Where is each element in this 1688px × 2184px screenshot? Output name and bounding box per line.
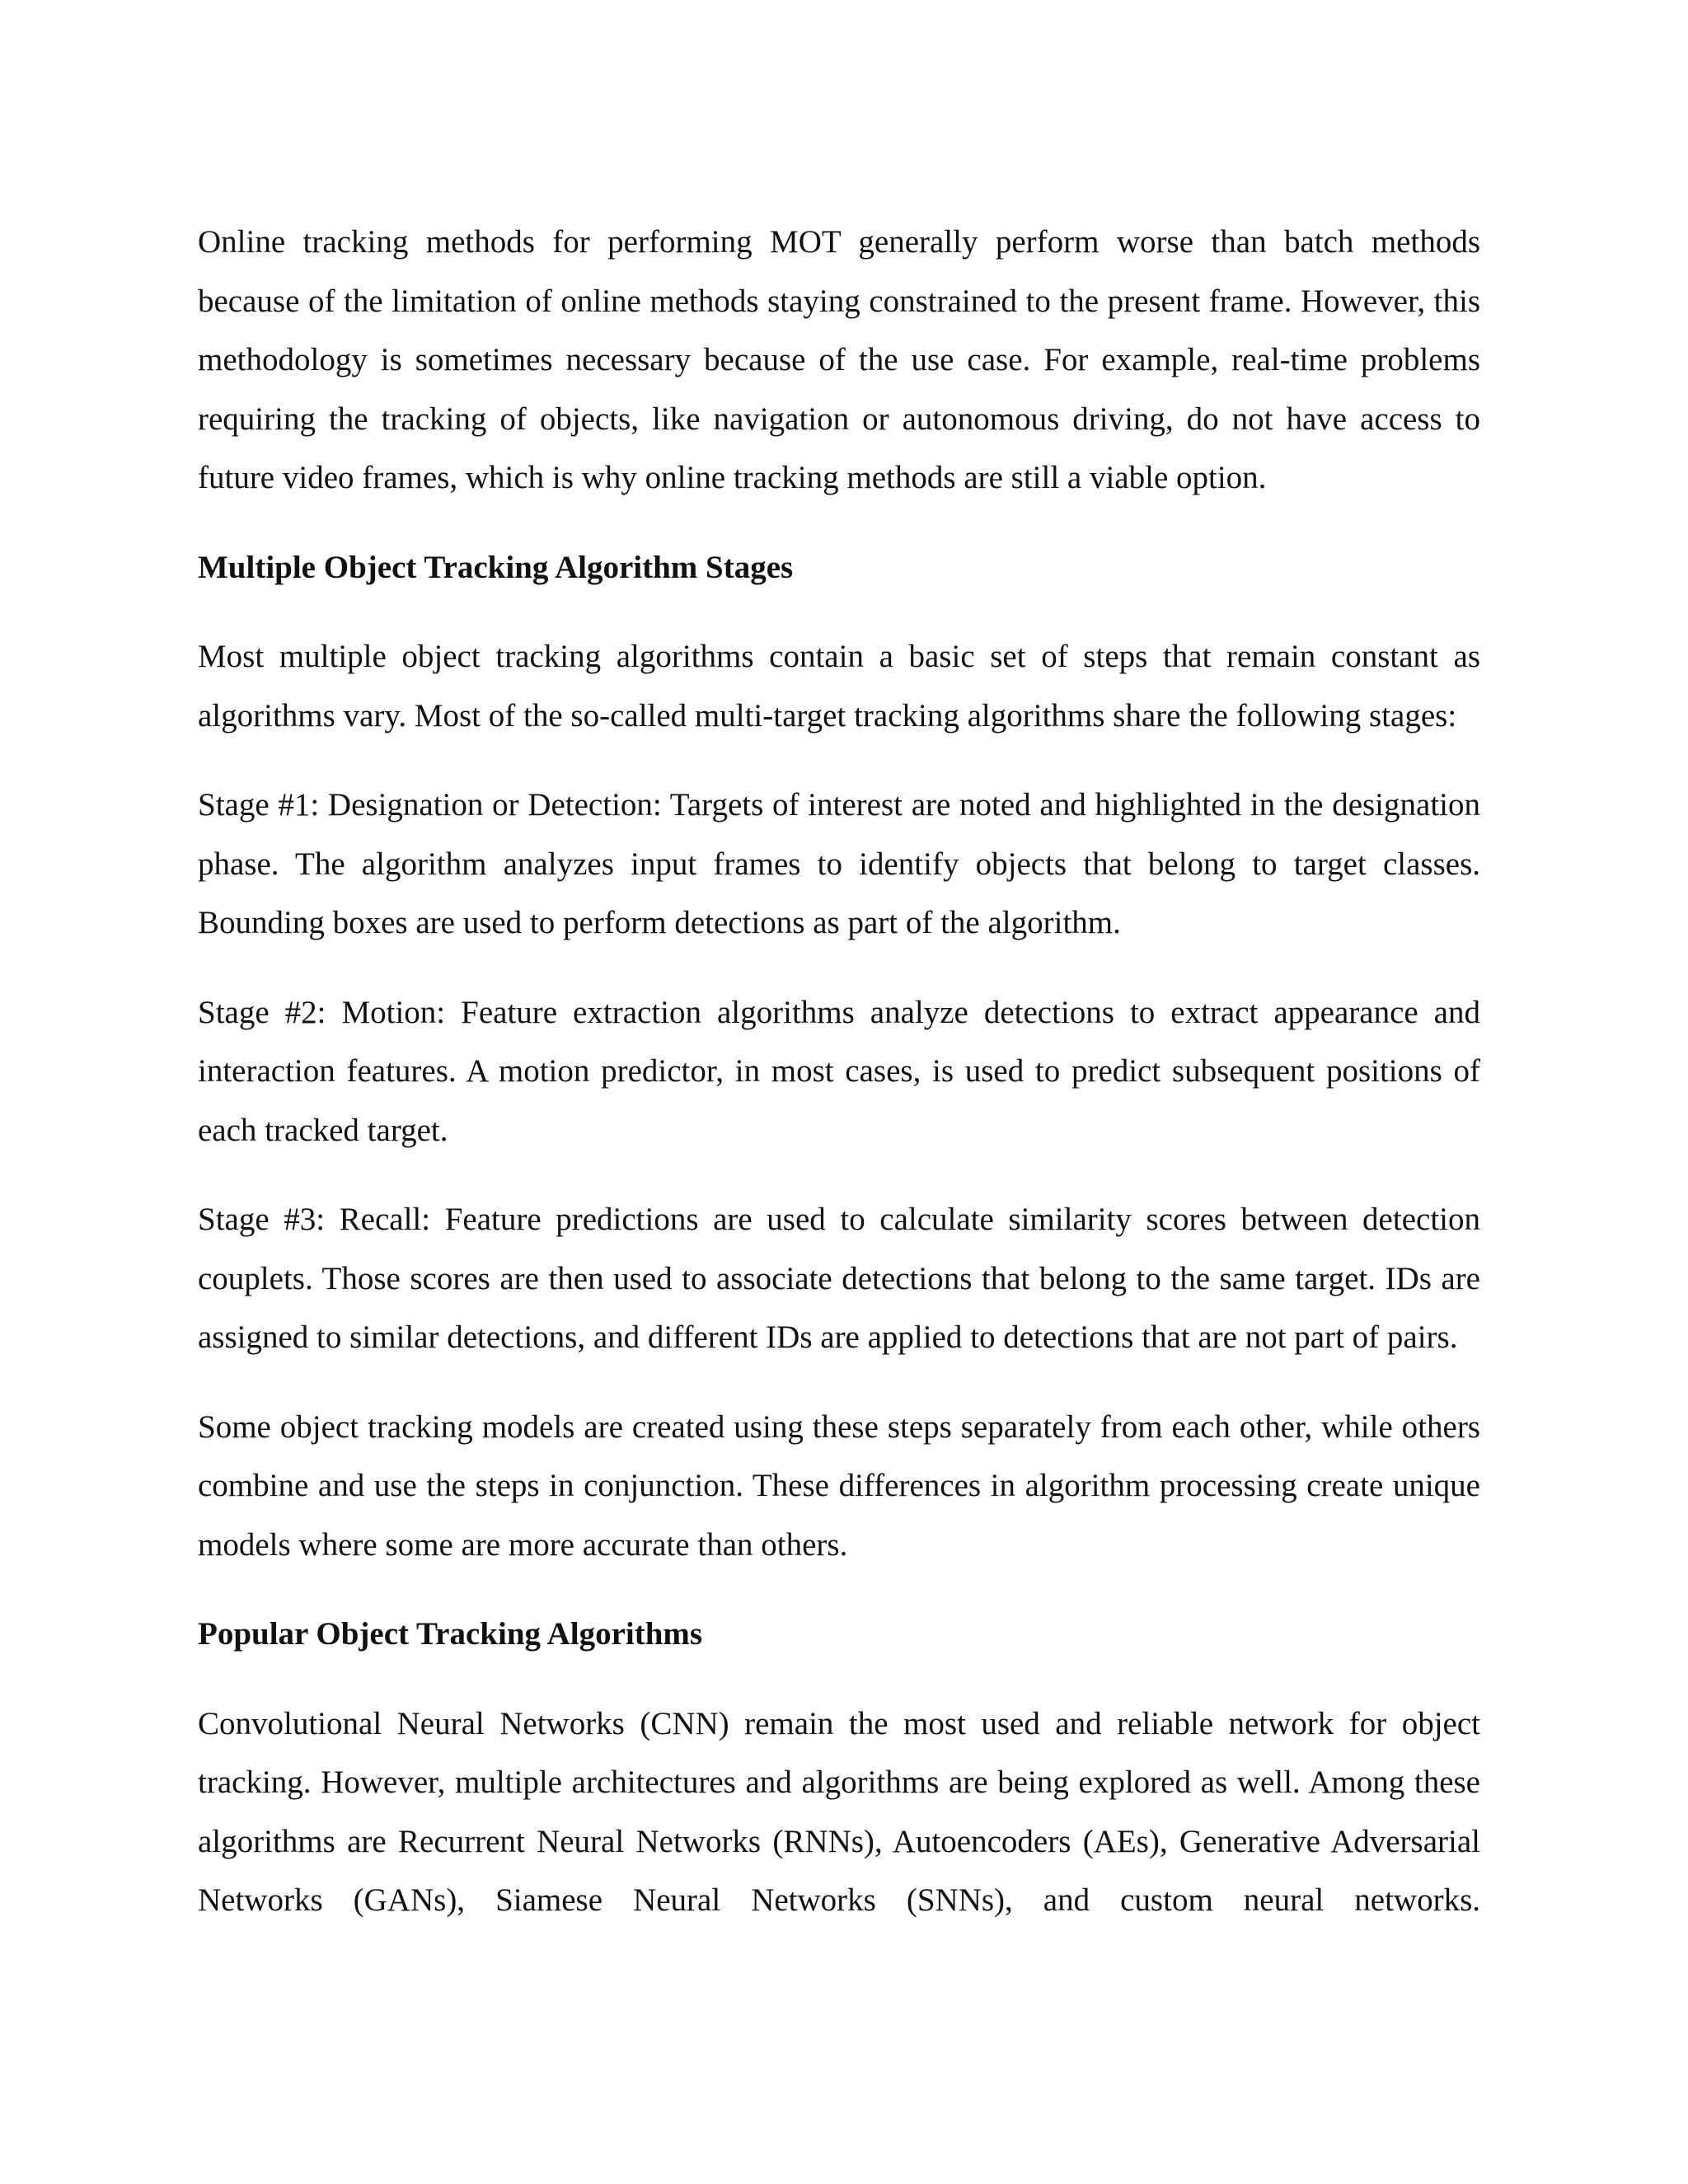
paragraph-stage-1: Stage #1: Designation or Detection: Targets of interest are noted and highlighted in the designation phase. The algorithm analyzes input frames to identify objects that belong to target classes. Bounding boxes are used to perform detections as part of the algorithm. [198,787,1480,940]
spacer [198,1367,1480,1398]
paragraph-online-tracking: Online tracking methods for performing MOT generally perform worse than batch methods because of the limitation of online methods staying constrained to the present frame. However, this methodology is sometimes necessary because of the use case. For example, real-time problems requiring the tracking of objects, like navigation or autonomous driving, do not have access to future video frames, which is why online tracking methods are still a viable option. [198,224,1480,495]
paragraph-cnn: Convolutional Neural Networks (CNN) remain the most used and reliable network for object tracking. However, multiple architectures and algorithms are being explored as well. Among these algorithms are Recurrent Neural Networks (RNNs), Autoencoders (AEs), Generative Adversarial Networks (GANs), Siamese Neural Networks (SNNs), and custom neural networks. [198,1705,1480,1918]
spacer [198,597,1480,627]
paragraph-stage-2: Stage #2: Motion: Feature extraction algorithms analyze detections to extract appearance and interaction features. A motion predictor, in most cases, is used to predict subsequent positions of each tracked target. [198,994,1480,1148]
heading-popular-algorithms: Popular Object Tracking Algorithms [198,1616,703,1652]
spacer [198,1664,1480,1694]
spacer [198,745,1480,776]
paragraph-stages-intro: Most multiple object tracking algorithms contain a basic set of steps that remain constant as algorithms vary. Most of the so-called multi-target tracking algorithms share the following stages: [198,639,1480,733]
heading-mot-stages: Multiple Object Tracking Algorithm Stages [198,549,794,585]
spacer [198,953,1480,983]
spacer [198,508,1480,538]
spacer [198,1160,1480,1190]
paragraph-stage-3: Stage #3: Recall: Feature predictions are used to calculate similarity scores between detection couplets. Those scores are then used to associate detections that belong to the same target. IDs are assigned to similar detections, and different IDs are applied to detections that are not part of pairs. [198,1202,1480,1355]
paragraph-models: Some object tracking models are created using these steps separately from each other, while others combine and use the steps in conjunction. These differences in algorithm processing create unique models where some are more accurate than others. [198,1408,1480,1563]
document-page [198,213,1480,1930]
spacer [198,1574,1480,1605]
